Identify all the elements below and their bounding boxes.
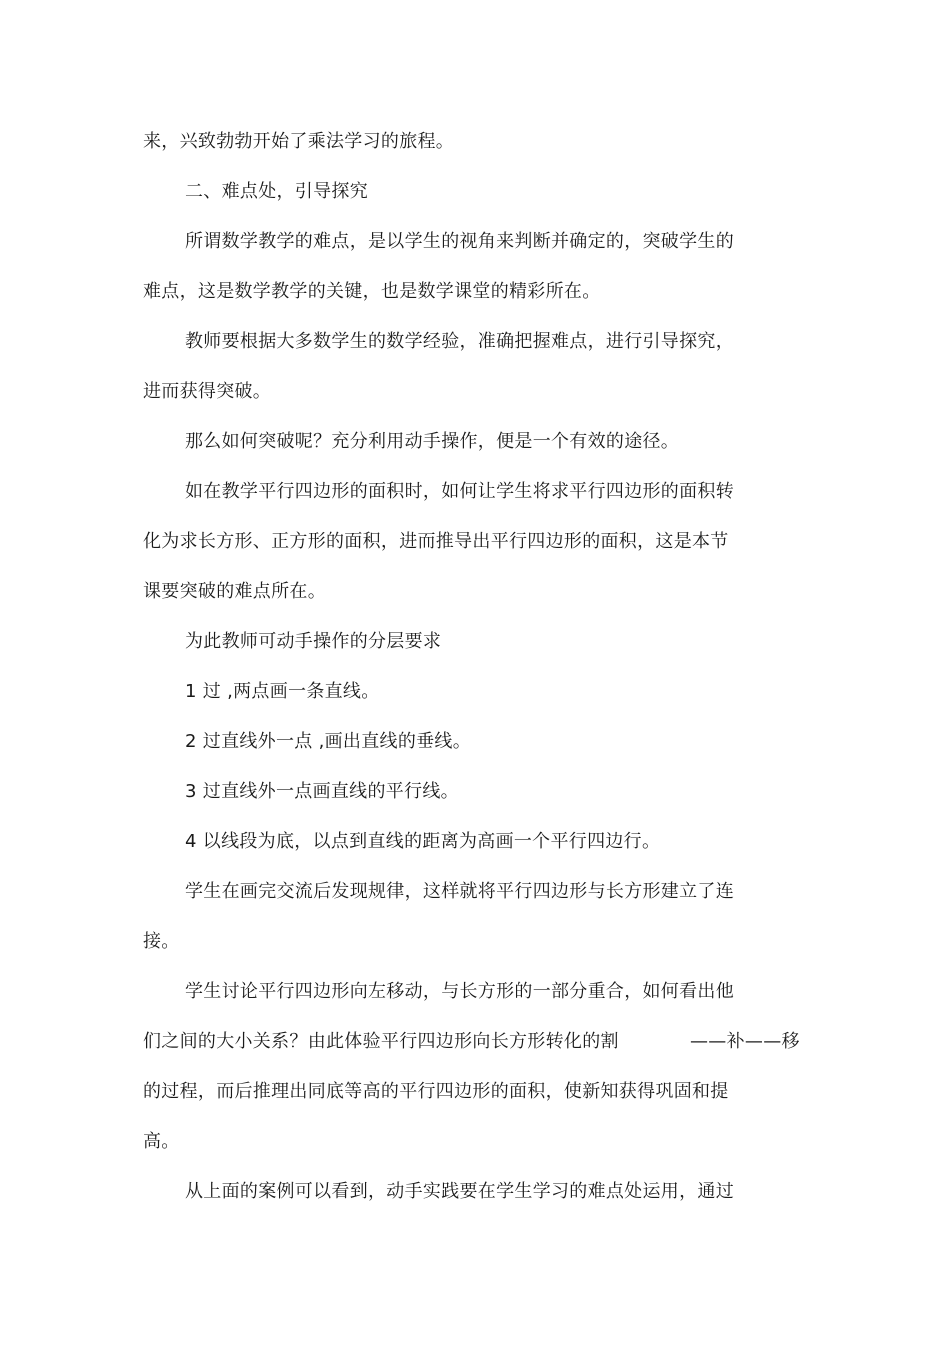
text-line: 所谓数学教学的难点，是以学生的视角来判断并确定的，突破学生的 — [185, 231, 734, 252]
section-heading: 二、难点处，引导探究 — [185, 181, 368, 202]
text-line: 从上面的案例可以看到，动手实践要在学生学习的难点处运用，通过 — [185, 1181, 734, 1202]
text-line: 教师要根据大多数学生的数学经验，准确把握难点，进行引导探究， — [185, 331, 734, 352]
text-line: 如在教学平行四边形的面积时，如何让学生将求平行四边形的面积转 — [185, 481, 734, 502]
text-line: 化为求长方形、正方形的面积，进而推导出平行四边形的面积，这是本节 — [143, 531, 729, 552]
text-line: 学生在画完交流后发现规律，这样就将平行四边形与长方形建立了连 — [185, 881, 734, 902]
text-line: 那么如何突破呢？充分利用动手操作，便是一个有效的途径。 — [185, 431, 680, 452]
list-item: 1 过 ,两点画一条直线。 — [185, 681, 380, 702]
text-line-tail: ——补——移 — [690, 1031, 800, 1052]
text-line: 为此教师可动手操作的分层要求 — [185, 631, 442, 652]
text-line: 学生讨论平行四边形向左移动，与长方形的一部分重合，如何看出他 — [185, 981, 734, 1002]
text-line: 们之间的大小关系？由此体验平行四边形向长方形转化的割 — [143, 1031, 619, 1052]
list-item: 3 过直线外一点画直线的平行线。 — [185, 781, 459, 802]
list-item: 4 以线段为底，以点到直线的距离为高画一个平行四边行。 — [185, 831, 661, 852]
text-line: 的过程，而后推理出同底等高的平行四边形的面积，使新知获得巩固和提 — [143, 1081, 729, 1102]
text-line: 高。 — [143, 1131, 180, 1152]
text-line: 课要突破的难点所在。 — [143, 581, 326, 602]
text-line: 难点，这是数学教学的关键，也是数学课堂的精彩所在。 — [143, 281, 601, 302]
text-line: 来，兴致勃勃开始了乘法学习的旅程。 — [143, 131, 455, 152]
text-line: 进而获得突破。 — [143, 381, 272, 402]
list-item: 2 过直线外一点 ,画出直线的垂线。 — [185, 731, 472, 752]
text-line: 接。 — [143, 931, 180, 952]
